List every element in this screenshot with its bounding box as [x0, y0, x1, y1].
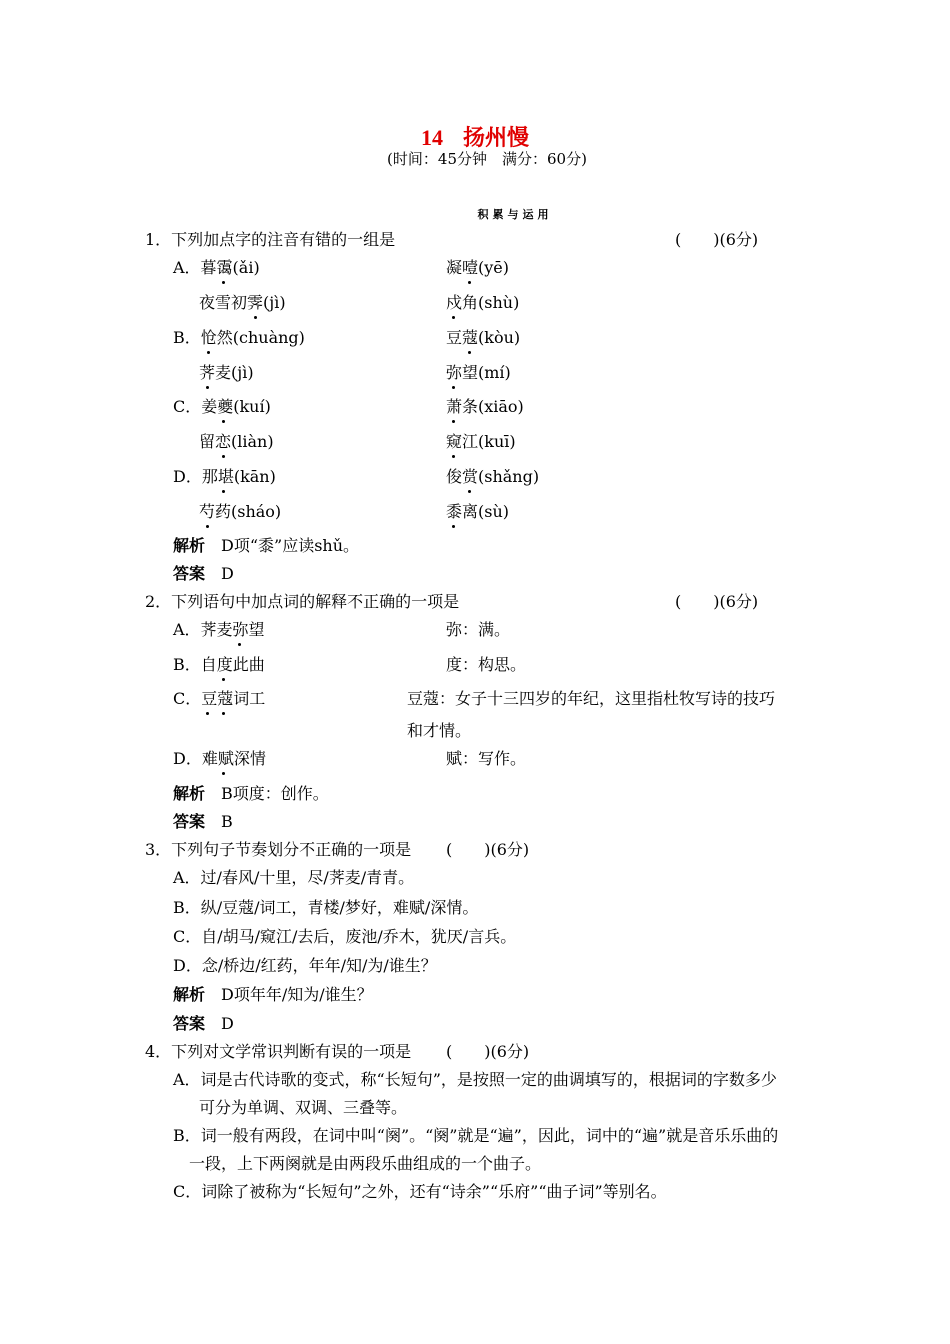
emphasis-dot — [222, 712, 225, 715]
emphasis-dot — [452, 386, 455, 389]
analysis-label: 解析 — [173, 784, 206, 803]
q3-analysis-text: D项年年/知为/谁生？ — [221, 985, 373, 1004]
q1-answer-text: D — [221, 564, 234, 583]
q4-stem: 4．下列对文学常识判断有误的一项是 — [145, 1042, 412, 1061]
emphasis-dot — [206, 712, 209, 715]
q3-answer-text: D — [221, 1014, 234, 1033]
q1-option-b-right1: 豆蔻(kòu) — [446, 328, 521, 347]
time-score-info: (时间：45分钟 满分：60分) — [387, 150, 587, 168]
q3-analysis — [173, 984, 373, 1006]
q2-option-b-left: B．自度此曲 — [173, 655, 265, 674]
q1-option-a-left2: 夜雪初霁(jì) — [199, 293, 286, 312]
emphasis-dot — [254, 316, 257, 319]
emphasis-dot — [222, 772, 225, 775]
q1-option-c-left2: 留恋(liàn) — [199, 432, 274, 451]
lesson-number: 14 — [420, 125, 443, 150]
q4-option-b-line2: 一段，上下两阕就是由两段乐曲组成的一个曲子。 — [189, 1154, 542, 1173]
emphasis-dot — [222, 490, 225, 493]
emphasis-dot — [238, 643, 241, 646]
emphasis-dot — [468, 351, 471, 354]
q2-option-c-left: C．豆蔻词工 — [173, 689, 266, 708]
lesson-name: 扬州慢 — [462, 125, 529, 151]
analysis-label: 解析 — [173, 536, 206, 555]
q4-score: ( )(6分) — [446, 1042, 530, 1061]
emphasis-dot — [207, 351, 210, 354]
q4-option-b-line1: B．词一般有两段，在词中叫“阕”。“阕”就是“遍”，因此，词中的“遍”就是音乐乐曲的 — [173, 1126, 779, 1145]
q2-answer — [173, 811, 233, 833]
q2-analysis — [173, 783, 329, 805]
q3-stem: 3．下列句子节奏划分不正确的一项是 — [145, 840, 412, 859]
emphasis-dot — [206, 386, 209, 389]
q3-option-b: B．纵/豆蔻/词工，青楼/梦好，难赋/深情。 — [173, 898, 479, 917]
q1-option-b-left1: B．怆然(chuàng) — [173, 328, 305, 347]
q3-option-a: A．过/春风/十里，尽/荠麦/青青。 — [173, 868, 415, 887]
q1-option-b-right2: 弥望(mí) — [446, 363, 511, 382]
emphasis-dot — [452, 525, 455, 528]
q1-option-d-left1: D．那堪(kān) — [173, 467, 276, 486]
emphasis-dot — [468, 490, 471, 493]
q2-score: ( )(6分) — [675, 592, 759, 611]
q2-option-b-right: 度：构思。 — [446, 655, 527, 674]
emphasis-dot — [222, 678, 225, 681]
q2-option-c-right-line2: 和才情。 — [407, 721, 472, 740]
q4-option-a-line2: 可分为单调、双调、三叠等。 — [199, 1098, 408, 1117]
q1-stem: 1．下列加点字的注音有错的一组是 — [145, 230, 396, 249]
q1-option-c-right2: 窥江(kuī) — [446, 432, 516, 451]
q1-option-a-left1: A．暮霭(ǎi) — [173, 258, 260, 277]
emphasis-dot — [468, 281, 471, 284]
q3-option-c: C．自/胡马/窥江/去后，废池/乔木，犹厌/言兵。 — [173, 927, 517, 946]
q1-option-c-left1: C．姜夔(kuí) — [173, 397, 271, 416]
q3-score: ( )(6分) — [446, 840, 530, 859]
q1-option-d-left2: 芍药(sháo) — [199, 502, 282, 521]
q1-option-c-right1: 萧条(xiāo) — [446, 397, 524, 416]
q2-option-a-left: A．荠麦弥望 — [173, 620, 265, 639]
q2-analysis-text: B项度：创作。 — [221, 784, 329, 803]
q1-score: ( )(6分) — [675, 230, 759, 249]
q1-option-a-right2: 戍角(shù) — [446, 293, 520, 312]
q4-option-a-line1: A．词是古代诗歌的变式，称“长短句”，是按照一定的曲调填写的，根据词的字数多少 — [173, 1070, 777, 1089]
emphasis-dot — [452, 455, 455, 458]
q2-option-a-right: 弥：满。 — [446, 620, 511, 639]
emphasis-dot — [222, 455, 225, 458]
q4-option-c: C．词除了被称为“长短句”之外，还有“诗余”“乐府”“曲子词”等别名。 — [173, 1182, 667, 1201]
emphasis-dot — [222, 420, 225, 423]
emphasis-dot — [452, 420, 455, 423]
q2-answer-text: B — [221, 812, 233, 831]
q1-option-d-right1: 俊赏(shǎng) — [446, 467, 540, 486]
emphasis-dot — [222, 281, 225, 284]
q2-stem: 2．下列语句中加点词的解释不正确的一项是 — [145, 592, 460, 611]
answer-label: 答案 — [173, 564, 206, 583]
q3-option-d: D．念/桥边/红药，年年/知/为/谁生？ — [173, 956, 437, 975]
q1-analysis — [173, 535, 359, 557]
answer-label: 答案 — [173, 812, 206, 831]
q3-answer — [173, 1013, 234, 1035]
q1-option-d-right2: 黍离(sù) — [446, 502, 510, 521]
emphasis-dot — [206, 525, 209, 528]
emphasis-dot — [452, 316, 455, 319]
section-heading: 积累与运用 — [477, 208, 553, 221]
q2-option-d-left: D．难赋深情 — [173, 749, 266, 768]
q2-option-d-right: 赋：写作。 — [446, 749, 527, 768]
answer-label: 答案 — [173, 1014, 206, 1033]
q2-option-c-right-line1: 豆蔻：女子十三四岁的年纪，这里指杜牧写诗的技巧 — [407, 689, 776, 708]
q1-option-a-right1: 凝噎(yē) — [446, 258, 509, 277]
q1-analysis-text: D项“黍”应读shǔ。 — [221, 536, 360, 555]
q1-answer — [173, 563, 234, 585]
q1-option-b-left2: 荠麦(jì) — [199, 363, 254, 382]
analysis-label: 解析 — [173, 985, 206, 1004]
